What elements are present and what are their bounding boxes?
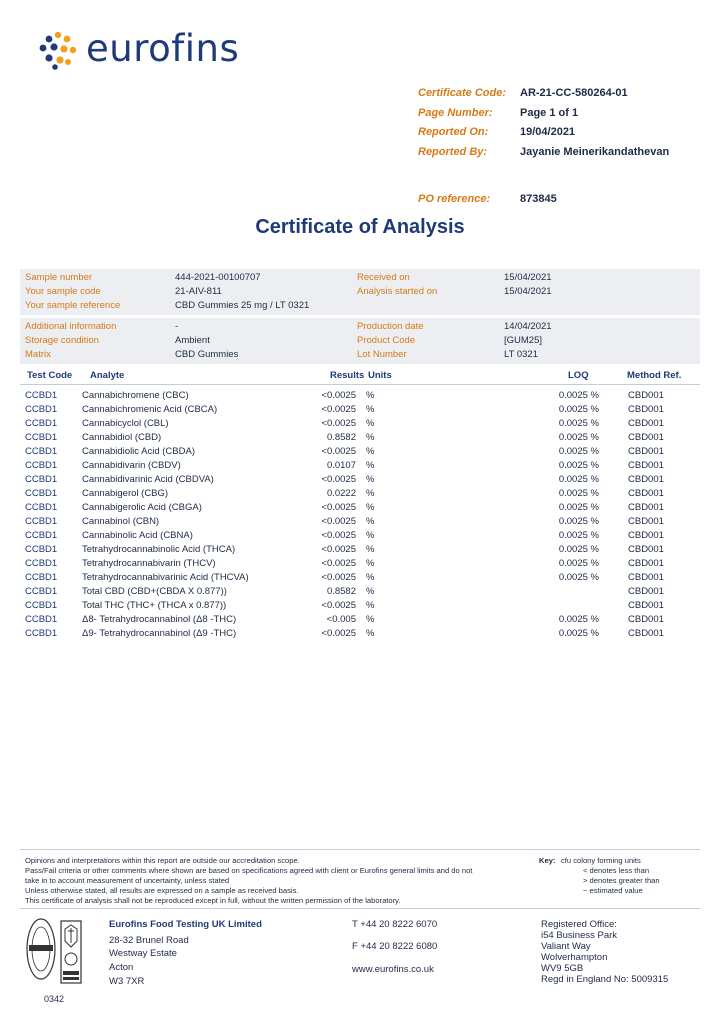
registration-number: Regd in England No: 5009315: [541, 974, 669, 985]
unit-cell: %: [366, 572, 375, 583]
unit-cell: %: [366, 418, 375, 429]
sample-info-row: [20, 286, 700, 300]
table-row: [20, 404, 700, 418]
result-cell: 0.8582: [326, 586, 356, 597]
unit-cell: %: [366, 614, 375, 625]
details-info-row: [20, 335, 700, 349]
test-code-cell: CCBD1: [25, 558, 58, 569]
footer-note: Unless otherwise stated, all results are expressed on a sample as received basis.: [25, 886, 299, 895]
meta-value-reported-on: 19/04/2021: [520, 126, 576, 138]
table-row: [20, 614, 700, 628]
production-date-value: 14/04/2021: [504, 321, 552, 332]
test-code-cell: CCBD1: [25, 446, 58, 457]
unit-cell: %: [366, 530, 375, 541]
additional-info-value: -: [175, 321, 179, 332]
test-code-cell: CCBD1: [25, 502, 58, 513]
matrix-label: Matrix: [25, 349, 51, 360]
registered-address-line: WV9 5GB: [541, 963, 584, 974]
analyte-cell: Cannabidiol (CBD): [82, 432, 162, 443]
analysis-started-label: Analysis started on: [357, 286, 438, 297]
key-item: cfu colony forming units: [561, 856, 641, 865]
method-cell: CBD001: [628, 628, 664, 639]
meta-label-reported-on: Reported On:: [418, 126, 489, 138]
analyte-cell: Cannabigerol (CBG): [82, 488, 169, 499]
details-info-row: [20, 321, 700, 335]
analyte-cell: Tetrahydrocannabivarin (THCV): [82, 558, 216, 569]
product-code-label: Product Code: [357, 335, 416, 346]
analyte-cell: Cannabidivarinic Acid (CBDVA): [82, 474, 214, 485]
company-address-line: 28-32 Brunel Road: [109, 935, 189, 946]
footer-note: Opinions and interpretations within this report are outside our accreditation scope.: [25, 856, 300, 865]
table-row: [20, 516, 700, 530]
registered-address-line: Wolverhampton: [541, 952, 608, 963]
table-row: [20, 628, 700, 642]
product-code-value: [GUM25]: [504, 335, 543, 346]
meta-label-certificate-code: Certificate Code:: [418, 87, 507, 99]
key-item: < denotes less than: [583, 866, 650, 875]
lot-number-label: Lot Number: [357, 349, 407, 360]
unit-cell: %: [366, 474, 375, 485]
loq-cell: 0.0025 %: [558, 558, 599, 569]
lot-number-value: LT 0321: [504, 349, 538, 360]
test-code-cell: CCBD1: [25, 516, 58, 527]
test-code-cell: CCBD1: [25, 390, 58, 401]
method-cell: CBD001: [628, 558, 664, 569]
production-date-label: Production date: [357, 321, 424, 332]
key-label: Key:: [539, 856, 556, 865]
method-cell: CBD001: [628, 614, 664, 625]
test-code-cell: CCBD1: [25, 488, 58, 499]
result-cell: <0.0025: [321, 558, 356, 569]
details-info-row: [20, 349, 700, 363]
loq-cell: 0.0025 %: [558, 530, 599, 541]
loq-cell: 0.0025 %: [558, 516, 599, 527]
table-row: [20, 390, 700, 404]
analyte-cell: Cannabinolic Acid (CBNA): [82, 530, 193, 541]
table-row: [20, 488, 700, 502]
details-info-block: [20, 318, 700, 364]
test-code-cell: CCBD1: [25, 614, 58, 625]
result-cell: <0.0025: [321, 502, 356, 513]
results-table-header: [20, 368, 700, 385]
test-code-cell: CCBD1: [25, 474, 58, 485]
test-code-cell: CCBD1: [25, 418, 58, 429]
table-row: [20, 558, 700, 572]
result-cell: 0.8582: [326, 432, 356, 443]
received-on-label: Received on: [357, 272, 410, 283]
unit-cell: %: [366, 390, 375, 401]
footer-divider: [20, 908, 700, 909]
analyte-cell: Cannabinol (CBN): [82, 516, 160, 527]
result-cell: <0.0025: [321, 446, 356, 457]
table-row: [20, 530, 700, 544]
received-on-value: 15/04/2021: [504, 272, 552, 283]
footer-divider: [20, 849, 700, 850]
table-row: [20, 572, 700, 586]
table-row: [20, 418, 700, 432]
header-analyte: Analyte: [90, 370, 125, 381]
analyte-cell: Cannabidivarin (CBDV): [82, 460, 181, 471]
test-code-cell: CCBD1: [25, 586, 58, 597]
unit-cell: %: [366, 586, 375, 597]
meta-value-po-reference: 873845: [520, 193, 557, 205]
analyte-cell: Cannabichromenic Acid (CBCA): [82, 404, 218, 415]
unit-cell: %: [366, 432, 375, 443]
loq-cell: 0.0025 %: [558, 418, 599, 429]
analyte-cell: Cannabidiolic Acid (CBDA): [82, 446, 195, 457]
company-name: Eurofins Food Testing UK Limited: [109, 919, 262, 930]
unit-cell: %: [366, 404, 375, 415]
phone-number: T +44 20 8222 6070: [352, 919, 438, 930]
unit-cell: %: [366, 516, 375, 527]
analysis-started-value: 15/04/2021: [504, 286, 552, 297]
sample-number-label: Sample number: [25, 272, 93, 283]
method-cell: CBD001: [628, 404, 664, 415]
method-cell: CBD001: [628, 530, 664, 541]
test-code-cell: CCBD1: [25, 544, 58, 555]
loq-cell: 0.0025 %: [558, 390, 599, 401]
sample-code-value: 21-AIV-811: [175, 286, 222, 297]
analyte-cell: Cannabichromene (CBC): [82, 390, 189, 401]
analyte-cell: Tetrahydrocannabinolic Acid (THCA): [82, 544, 236, 555]
storage-condition-label: Storage condition: [25, 335, 99, 346]
registered-address-line: i54 Business Park: [541, 930, 618, 941]
unit-cell: %: [366, 628, 375, 639]
storage-condition-value: Ambient: [175, 335, 210, 346]
header-method: Method Ref.: [627, 370, 682, 381]
result-cell: <0.0025: [321, 530, 356, 541]
page-title: Certificate of Analysis: [255, 216, 465, 238]
result-cell: <0.005: [326, 614, 356, 625]
meta-label-po-reference: PO reference:: [418, 193, 491, 205]
company-address-line: W3 7XR: [109, 976, 145, 987]
analyte-cell: Cannabicyclol (CBL): [82, 418, 169, 429]
unit-cell: %: [366, 446, 375, 457]
loq-cell: 0.0025 %: [558, 628, 599, 639]
table-row: [20, 502, 700, 516]
loq-cell: 0.0025 %: [558, 502, 599, 513]
test-code-cell: CCBD1: [25, 628, 58, 639]
result-cell: <0.0025: [321, 404, 356, 415]
footer-note: Pass/Fail criteria or other comments where shown are based on specifications agreed with client or Eurofins general limits and do not: [25, 866, 473, 875]
test-code-cell: CCBD1: [25, 572, 58, 583]
method-cell: CBD001: [628, 572, 664, 583]
method-cell: CBD001: [628, 586, 664, 597]
unit-cell: %: [366, 488, 375, 499]
table-row: [20, 586, 700, 600]
method-cell: CBD001: [628, 390, 664, 401]
analyte-cell: Tetrahydrocannabivarinic Acid (THCVA): [82, 572, 249, 583]
eurofins-logo-icon: [38, 30, 78, 70]
table-row: [20, 544, 700, 558]
footer-note: This certificate of analysis shall not be reproduced except in full, without the written permission of the laboratory.: [25, 896, 401, 905]
website-link[interactable]: www.eurofins.co.uk: [352, 964, 434, 975]
method-cell: CBD001: [628, 600, 664, 611]
test-code-cell: CCBD1: [25, 530, 58, 541]
test-code-cell: CCBD1: [25, 600, 58, 611]
loq-cell: 0.0025 %: [558, 474, 599, 485]
loq-cell: 0.0025 %: [558, 404, 599, 415]
meta-value-certificate-code: AR-21-CC-580264-01: [520, 87, 628, 99]
analyte-cell: Δ9- Tetrahydrocannabinol (Δ9 -THC): [82, 628, 237, 639]
ukas-accreditation-icon: [25, 915, 95, 989]
matrix-value: CBD Gummies: [175, 349, 239, 360]
loq-cell: 0.0025 %: [558, 460, 599, 471]
sample-number-value: 444-2021-00100707: [175, 272, 261, 283]
result-cell: <0.0025: [321, 600, 356, 611]
company-address-line: Westway Estate: [109, 948, 177, 959]
analyte-cell: Δ8- Tetrahydrocannabinol (Δ8 -THC): [82, 614, 237, 625]
result-cell: <0.0025: [321, 418, 356, 429]
meta-label-reported-by: Reported By:: [418, 146, 488, 158]
loq-cell: 0.0025 %: [558, 488, 599, 499]
table-row: [20, 432, 700, 446]
footer-note: take in to account measurement of uncertainty, unless stated: [25, 876, 230, 885]
header-results: Results: [330, 370, 365, 381]
header-units: Units: [368, 370, 392, 381]
sample-info-block: [20, 269, 700, 315]
result-cell: <0.0025: [321, 628, 356, 639]
method-cell: CBD001: [628, 418, 664, 429]
loq-cell: 0.0025 %: [558, 446, 599, 457]
unit-cell: %: [366, 544, 375, 555]
method-cell: CBD001: [628, 460, 664, 471]
loq-cell: 0.0025 %: [558, 544, 599, 555]
fax-number: F +44 20 8222 6080: [352, 941, 438, 952]
header-test-code: Test Code: [27, 370, 73, 381]
loq-cell: 0.0025 %: [558, 432, 599, 443]
table-row: [20, 446, 700, 460]
method-cell: CBD001: [628, 502, 664, 513]
additional-info-label: Additional information: [25, 321, 117, 332]
method-cell: CBD001: [628, 516, 664, 527]
registered-office-label: Registered Office:: [541, 919, 617, 930]
sample-info-row: [20, 300, 700, 314]
sample-code-label: Your sample code: [25, 286, 101, 297]
sample-reference-value: CBD Gummies 25 mg / LT 0321: [175, 300, 310, 311]
result-cell: <0.0025: [321, 516, 356, 527]
method-cell: CBD001: [628, 488, 664, 499]
header-loq: LOQ: [568, 370, 589, 381]
loq-cell: 0.0025 %: [558, 572, 599, 583]
table-row: [20, 474, 700, 488]
result-cell: <0.0025: [321, 572, 356, 583]
sample-reference-label: Your sample reference: [25, 300, 121, 311]
sample-info-row: [20, 272, 700, 286]
analyte-cell: Cannabigerolic Acid (CBGA): [82, 502, 202, 513]
unit-cell: %: [366, 558, 375, 569]
analyte-cell: Total THC (THC+ (THCA x 0.877)): [82, 600, 227, 611]
test-code-cell: CCBD1: [25, 404, 58, 415]
method-cell: CBD001: [628, 446, 664, 457]
key-item: ~ estimated value: [583, 886, 643, 895]
loq-cell: 0.0025 %: [558, 614, 599, 625]
table-row: [20, 600, 700, 614]
meta-label-page-number: Page Number:: [418, 107, 493, 119]
unit-cell: %: [366, 600, 375, 611]
key-item: > denotes greater than: [583, 876, 660, 885]
meta-value-reported-by: Jayanie Meinerikandathevan: [520, 146, 670, 158]
meta-value-page-number: Page 1 of 1: [520, 107, 579, 119]
unit-cell: %: [366, 460, 375, 471]
analyte-cell: Total CBD (CBD+(CBDA X 0.877)): [82, 586, 227, 597]
method-cell: CBD001: [628, 474, 664, 485]
test-code-cell: CCBD1: [25, 460, 58, 471]
ukas-number: 0342: [44, 994, 65, 1004]
result-cell: 0.0222: [326, 488, 356, 499]
company-address-line: Acton: [109, 962, 134, 973]
table-row: [20, 460, 700, 474]
method-cell: CBD001: [628, 432, 664, 443]
brand-name: eurofins: [86, 27, 240, 70]
result-cell: <0.0025: [321, 544, 356, 555]
unit-cell: %: [366, 502, 375, 513]
test-code-cell: CCBD1: [25, 432, 58, 443]
result-cell: <0.0025: [321, 390, 356, 401]
result-cell: <0.0025: [321, 474, 356, 485]
registered-address-line: Valiant Way: [541, 941, 591, 952]
method-cell: CBD001: [628, 544, 664, 555]
result-cell: 0.0107: [326, 460, 356, 471]
